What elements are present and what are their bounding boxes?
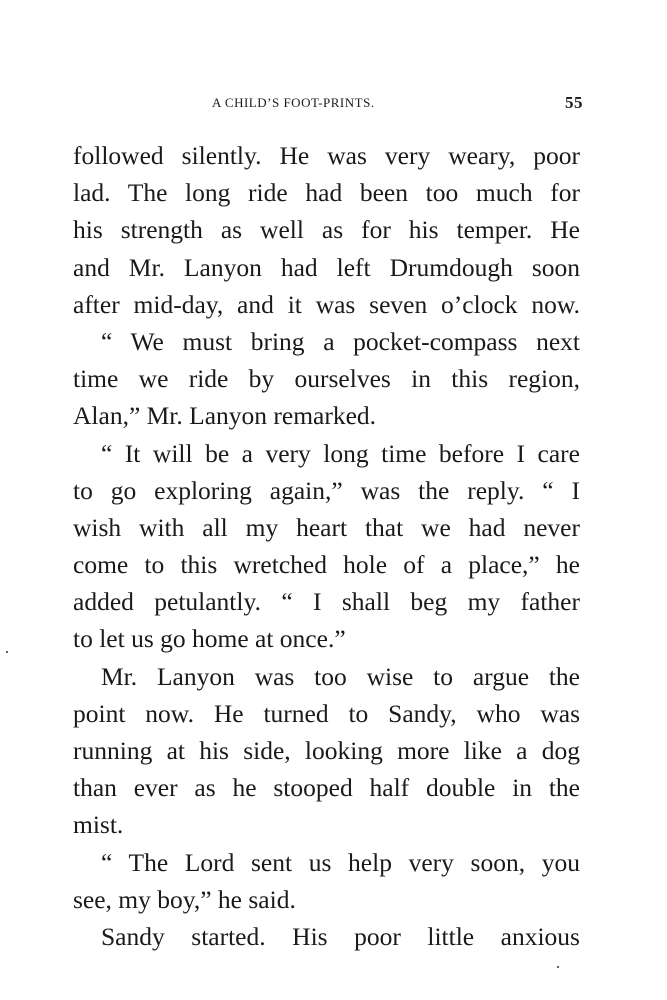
text-line: Sandy started. His poor little anxious <box>101 921 580 951</box>
text-line: Alan,” Mr. Lanyon remarked. <box>73 401 377 431</box>
text-line: see, my boy,” he said. <box>73 884 296 914</box>
text-line: to let us go home at once.” <box>73 624 346 654</box>
scan-speck <box>6 651 8 653</box>
text-line: added petulantly. “ I shall beg my father <box>73 587 580 617</box>
running-title: A CHILD’S FOOT-PRINTS. <box>212 95 375 110</box>
body-text <box>73 137 580 955</box>
text-line: after mid-day, and it was seven o’clock now. <box>73 289 580 319</box>
text-line: “ It will be a very long time before I care <box>101 438 580 468</box>
text-line: time we ride by ourselves in this region, <box>73 364 580 394</box>
text-line: followed silently. He was very weary, poor <box>73 141 580 170</box>
text-line: running at his side, looking more like a dog <box>73 736 580 765</box>
text-line: to go exploring again,” was the reply. “ I <box>73 475 580 505</box>
text-line: Mr. Lanyon was too wise to argue the <box>101 661 580 691</box>
text-line: and Mr. Lanyon had left Drumdough soon <box>73 252 580 282</box>
running-head <box>200 93 590 117</box>
text-line: his strength as well as for his temper. He <box>73 215 580 245</box>
text-line: “ We must bring a pocket-compass next <box>101 326 580 356</box>
text-line: than ever as he stooped half double in the <box>73 773 580 803</box>
scan-speck <box>557 966 559 968</box>
text-line: lad. The long ride had been too much for <box>73 178 580 208</box>
text-line: “ The Lord sent us help very soon, you <box>101 847 580 877</box>
page-number: 55 <box>565 93 583 112</box>
text-line: come to this wretched hole of a place,” he <box>73 550 580 580</box>
text-line: mist. <box>73 810 124 840</box>
text-line: wish with all my heart that we had never <box>73 512 580 542</box>
text-line: point now. He turned to Sandy, who was <box>73 698 580 728</box>
